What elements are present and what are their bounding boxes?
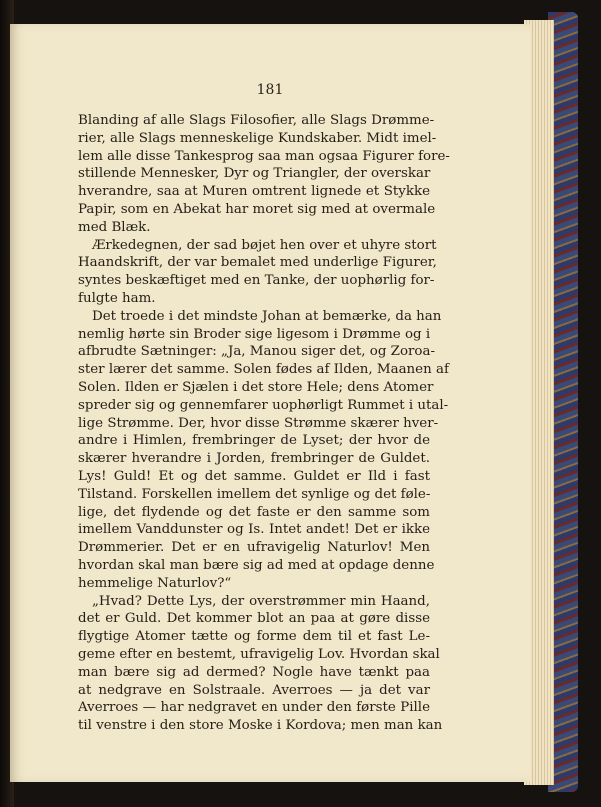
text-line: lige Strømme. Der, hvor disse Strømme skærer hver-	[78, 415, 439, 431]
text-line: Det troede i det mindste Johan at bemærke, da han	[92, 308, 442, 324]
text-line: hverandre, saa at Muren omtrent lignede et Stykke	[78, 184, 430, 200]
text-line: det er Guld. Det kommer blot an paa at gøre disse	[78, 611, 430, 627]
text-line: Ærkedegnen, der sad bøjet hen over et uhyre stort	[92, 237, 437, 253]
text-line: man bære sig ad dermed? Nogle have tænkt paa	[78, 664, 430, 680]
text-line: Drømmerier. Det er en ufravigelig Naturlov! Men	[78, 540, 430, 556]
text-line: geme efter en bestemt, ufravigelig Lov. Hvordan skal	[78, 646, 440, 662]
text-line: hvordan skal man bære sig ad med at opdage denne	[78, 557, 435, 573]
text-line: Blanding af alle Slags Filosofier, alle Slags Drømme-	[78, 113, 435, 128]
text-line: ster lærer det samme. Solen fødes af Ilden, Maanen af	[78, 362, 449, 378]
text-line: imellem Vanddunster og Is. Intet andet! Det er ikke	[78, 522, 430, 538]
text-line: „Hvad? Dette Lys, der overstrømmer min Haand,	[92, 593, 430, 609]
text-line: nemlig hørte sin Broder sige ligesom i Drømme og i	[78, 326, 431, 342]
text-line: med Blæk.	[78, 219, 151, 235]
text-line: afbrudte Sætninger: „Ja, Manou siger det, og Zoroa-	[78, 344, 435, 360]
text-line: lem alle disse Tankesprog saa man ogsaa Figurer fore-	[78, 148, 450, 164]
text-line: til venstre i den store Moske i Kordova; men man kan	[78, 718, 443, 734]
book-page	[10, 24, 530, 782]
text-line: flygtige Atomer tætte og forme dem til et fast Le-	[78, 629, 430, 645]
text-line: hemmelige Naturlov?“	[78, 575, 232, 591]
text-line: syntes beskæftiget med en Tanke, der uophørlig for-	[78, 273, 435, 289]
text-line: Lys! Guld! Et og det samme. Guldet er Ild i fast	[78, 468, 430, 484]
text-line: skærer hverandre i Jorden, frembringer de Guldet.	[78, 451, 430, 467]
text-line: Tilstand. Forskellen imellem det synlige og det føle-	[78, 486, 431, 502]
text-line: Averroes — har nedgravet en under den første Pille	[78, 700, 430, 716]
text-line: Haandskrift, der var bemalet med underlige Figurer,	[78, 255, 437, 271]
text-line: rier, alle Slags menneskelige Kundskaber. Midt imel-	[78, 130, 437, 146]
text-line: Solen. Ilden er Sjælen i det store Hele; dens Atomer	[78, 379, 434, 395]
text-line: stillende Mennesker, Dyr og Triangler, der overskar	[78, 166, 431, 182]
text-line: andre i Himlen, frembringer de Lyset; der hvor de	[78, 433, 430, 449]
text-line: at nedgrave en Solstraale. Averroes — ja det var	[78, 682, 430, 698]
text-line: fulgte ham.	[78, 290, 156, 306]
body-text	[78, 112, 450, 735]
text-line: lige, det flydende og det faste er den samme som	[78, 504, 430, 520]
text-line: spreder sig og gennemfarer uophørligt Rummet i utal-	[78, 397, 449, 413]
text-line: Papir, som en Abekat har moret sig med at overmale	[78, 201, 436, 217]
page-number: 181	[256, 82, 284, 98]
